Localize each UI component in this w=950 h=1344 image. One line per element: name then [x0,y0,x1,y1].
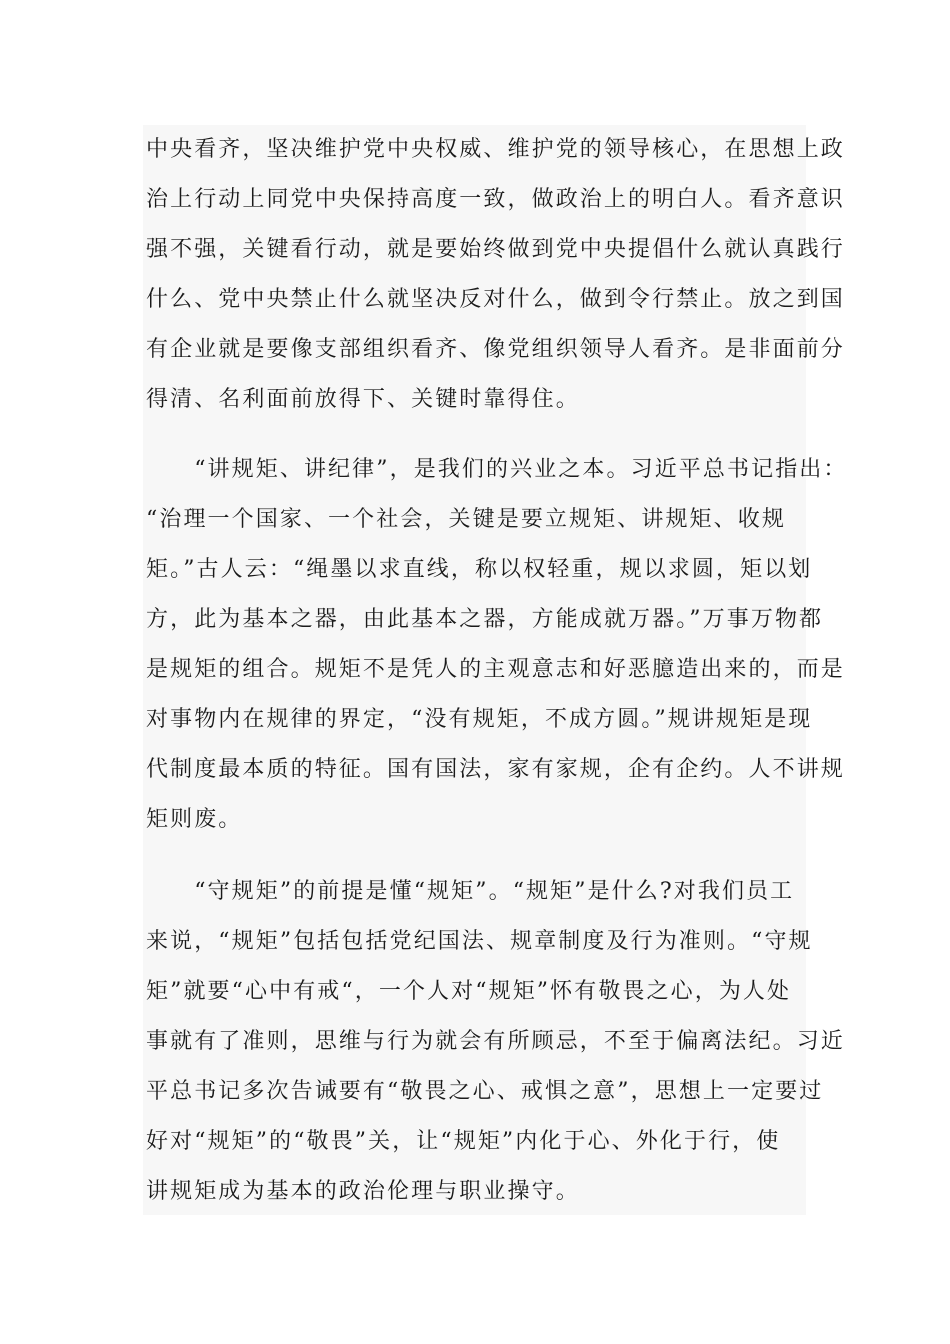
text-line: 矩”就要“心中有戒“，一个人对“规矩”怀有敬畏之心，为人处 [146,979,792,1004]
text-line: 是规矩的组合。规矩不是凭人的主观意志和好恶臆造出来的，而是 [146,657,845,682]
text-line: 平总书记多次告诫要有“敬畏之心、戒惧之意”，思想上一定要过 [146,1079,824,1104]
text-line: 方，此为基本之器，由此基本之器，方能成就万器。”万事万物都 [146,607,824,632]
text-line: 来说，“规矩”包括包括党纪国法、规章制度及行为准则。“守规 [146,929,813,954]
text-line: “治理一个国家、一个社会，关键是要立规矩、讲规矩、收规 [146,507,786,532]
text-line: 好对“规矩”的“敬畏”关，让“规矩”内化于心、外化于行，使 [146,1129,781,1154]
text-line: “讲规矩、讲纪律”，是我们的兴业之本。习近平总书记指出： [146,457,848,482]
text-line: 对事物内在规律的界定，“没有规矩，不成方圆。”规讲规矩是现 [146,707,813,732]
text-line: 代制度最本质的特征。国有国法，家有家规，企有企约。人不讲规 [146,757,845,782]
text-line: 强不强，关键看行动，就是要始终做到党中央提倡什么就认真践行 [146,237,845,262]
text-line: 有企业就是要像支部组织看齐、像党组织领导人看齐。是非面前分 [146,337,845,362]
text-line: 治上行动上同党中央保持高度一致，做政治上的明白人。看齐意识 [146,187,845,212]
text-line: 讲规矩成为基本的政治伦理与职业操守。 [146,1179,580,1204]
text-line: 得清、名利面前放得下、关键时靠得住。 [146,387,580,412]
text-line: 矩则废。 [146,807,243,832]
text-line: 中央看齐，坚决维护党中央权威、维护党的领导核心，在思想上政 [146,137,845,162]
text-line: “守规矩”的前提是懂“规矩”。“规矩”是什么?对我们员工 [146,879,795,904]
text-line: 什么、党中央禁止什么就坚决反对什么，做到令行禁止。放之到国 [146,287,845,312]
text-line: 矩。”古人云：“绳墨以求直线，称以权轻重，规以求圆，矩以划 [146,557,813,582]
document-body [143,125,848,1215]
text-line: 事就有了准则，思维与行为就会有所顾忌，不至于偏离法纪。习近 [146,1029,845,1054]
